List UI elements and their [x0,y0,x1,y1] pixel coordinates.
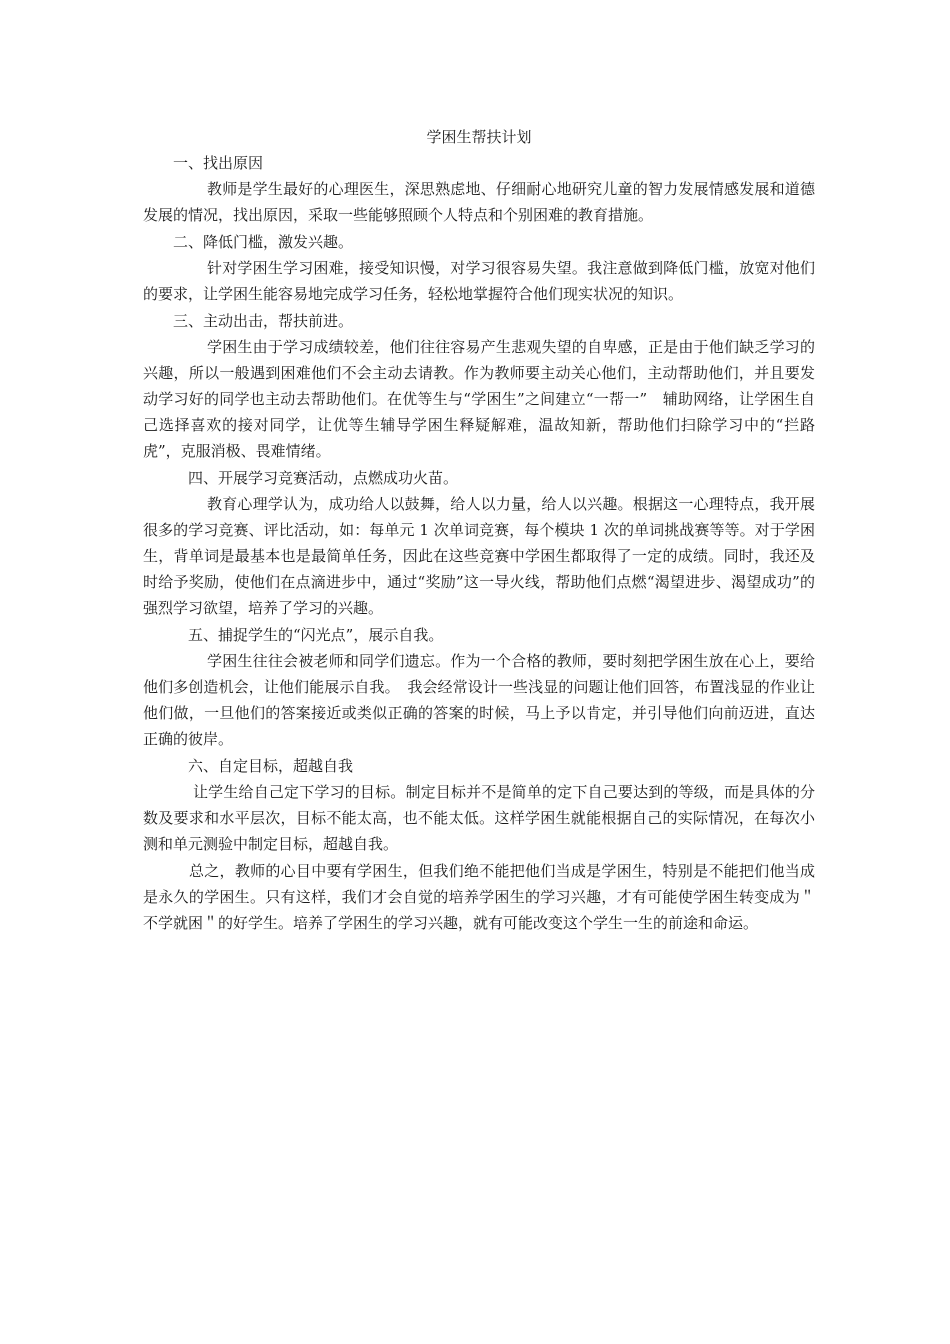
section-heading: 一、找出原因 [173,154,264,172]
section-body: 学困生由于学习成绩较差，他们往往容易产生悲观失望的自卑感，正是由于他们缺乏学习的兴趣，所以一般遇到困难他们不会主动去请教。作为教师要主动关心他们，主动帮助他们，并且要发动学习好的同学也主动去帮助他们。在优等生与“学困生”之间建立“一帮一” 辅助网络，让学困生自己选择喜欢的接对同学，让优等生辅导学困生释疑解难，温故知新，帮助他们扫除学习中的“拦路虎”，克服消极、畏难情绪。 [143,338,815,460]
section-6 [143,753,815,857]
section-4 [143,465,815,621]
section-heading: 三、主动出击，帮扶前进。 [173,312,354,330]
section-body: 让学生给自己定下学习的目标。制定目标并不是简单的定下自己要达到的等级，而是具体的分数及要求和水平层次，目标不能太高，也不能太低。这样学困生就能根据自己的实际情况，在每次小测和单元测验中制定目标，超越自我。 [143,783,815,853]
section-2 [143,229,815,307]
document-content [143,124,815,936]
section-body: 教师是学生最好的心理医生，深思熟虑地、仔细耐心地研究儿童的智力发展情感发展和道德发展的情况，找出原因，采取一些能够照顾个人特点和个别困难的教育措施。 [143,180,815,224]
section-heading: 六、自定目标，超越自我 [188,757,354,775]
section-heading: 二、降低门槛，激发兴趣。 [173,233,354,251]
document-title: 学困生帮扶计划 [426,128,532,146]
section-body: 学困生往往会被老师和同学们遗忘。作为一个合格的教师，要时刻把学困生放在心上，要给他们多创造机会，让他们能展示自我。 我会经常设计一些浅显的问题让他们回答，布置浅显的作业让他们做，一旦他们的答案接近或类似正确的答案的时候，马上予以肯定，并引导他们向前迈进，直达正确的彼岸。 [143,652,815,748]
section-body: 针对学困生学习困难，接受知识慢，对学习很容易失望。我注意做到降低门槛，放宽对他们的要求，让学困生能容易地完成学习任务，轻松地掌握符合他们现实状况的知识。 [143,259,815,303]
section-1 [143,150,815,228]
section-3 [143,308,815,464]
section-5 [143,622,815,752]
summary-paragraph: 总之，教师的心目中要有学困生，但我们绝不能把他们当成是学困生，特别是不能把们他当成是永久的学困生。只有这样，我们才会自觉的培养学困生的学习兴趣，才有可能使学困生转变成为＂不学就困＂的好学生。培养了学困生的学习兴趣，就有可能改变这个学生一生的前途和命运。 [143,862,815,932]
section-body: 教育心理学认为，成功给人以鼓舞，给人以力量，给人以兴趣。根据这一心理特点，我开展很多的学习竞赛、评比活动，如：每单元 1 次单词竞赛，每个模块 1 次的单词挑战赛等等。对于学困生，背单词是最基本也是最简单任务，因此在这些竞赛中学困生都取得了一定的成绩。同时，我还及时给予奖励，使他们在点滴进步中，通过“奖励”这一导火线，帮助他们点燃“渴望进步、渴望成功”的强烈学习欲望，培养了学习的兴趣。 [143,495,815,617]
section-heading: 五、捕捉学生的“闪光点”，展示自我。 [188,626,444,644]
section-heading: 四、开展学习竞赛活动，点燃成功火苗。 [188,469,459,487]
